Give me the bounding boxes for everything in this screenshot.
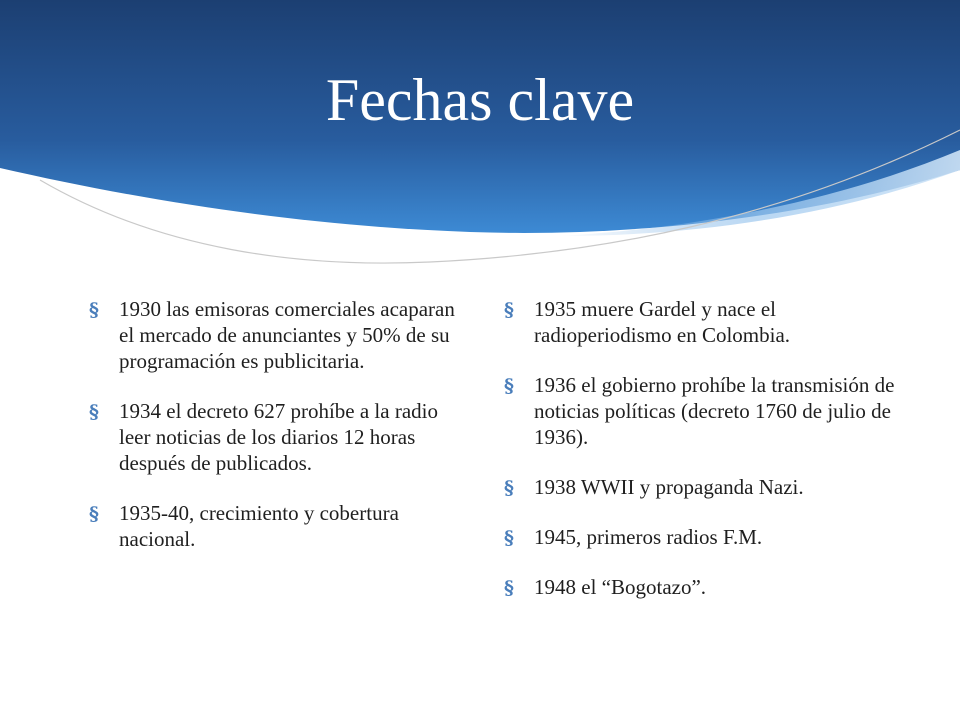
- bullet-item: [503, 296, 903, 348]
- bullet-text: 1934 el decreto 627 prohíbe a la radio leer noticias de los diarios 12 horas después de publicados.: [119, 399, 438, 475]
- svg-text:§: §: [89, 299, 99, 320]
- slide-title: Fechas clave: [325, 67, 635, 133]
- bullet-text: 1936 el gobierno prohíbe la transmisión de noticias políticas (decreto 1760 de julio de 1936).: [534, 373, 895, 449]
- s-curl-bullet-icon: [503, 476, 519, 498]
- s-curl-bullet-icon: [88, 400, 104, 422]
- s-curl-bullet-icon: [503, 374, 519, 396]
- s-curl-bullet-icon: [88, 298, 104, 320]
- bullet-text: 1935 muere Gardel y nace el radioperiodismo en Colombia.: [534, 297, 791, 347]
- bullet-text: 1938 WWII y propaganda Nazi.: [534, 475, 804, 499]
- svg-text:§: §: [504, 577, 514, 598]
- s-curl-bullet-icon: [503, 526, 519, 548]
- bullet-text: 1935-40, crecimiento y cobertura nacional.: [119, 501, 399, 551]
- bullet-item: [503, 524, 903, 550]
- bullet-item: [88, 398, 468, 476]
- bullet-item: [503, 474, 903, 500]
- header-banner: [0, 0, 960, 300]
- s-curl-bullet-icon: [503, 576, 519, 598]
- bullet-item: [88, 500, 468, 552]
- svg-text:§: §: [89, 401, 99, 422]
- svg-text:§: §: [504, 477, 514, 498]
- svg-text:§: §: [504, 299, 514, 320]
- bullet-text: 1948 el “Bogotazo”.: [534, 575, 707, 599]
- bullet-text: 1930 las emisoras comerciales acaparan el mercado de anunciantes y 50% de su programación es publicitaria.: [119, 297, 455, 373]
- svg-text:§: §: [89, 503, 99, 524]
- s-curl-bullet-icon: [88, 502, 104, 524]
- bullet-item: [503, 372, 903, 450]
- svg-text:§: §: [504, 527, 514, 548]
- bullet-item: [88, 296, 468, 374]
- svg-text:§: §: [504, 375, 514, 396]
- s-curl-bullet-icon: [503, 298, 519, 320]
- bullet-item: [503, 574, 903, 600]
- left-column: [88, 296, 468, 576]
- bullet-text: 1945, primeros radios F.M.: [534, 525, 763, 549]
- right-column: [503, 296, 903, 624]
